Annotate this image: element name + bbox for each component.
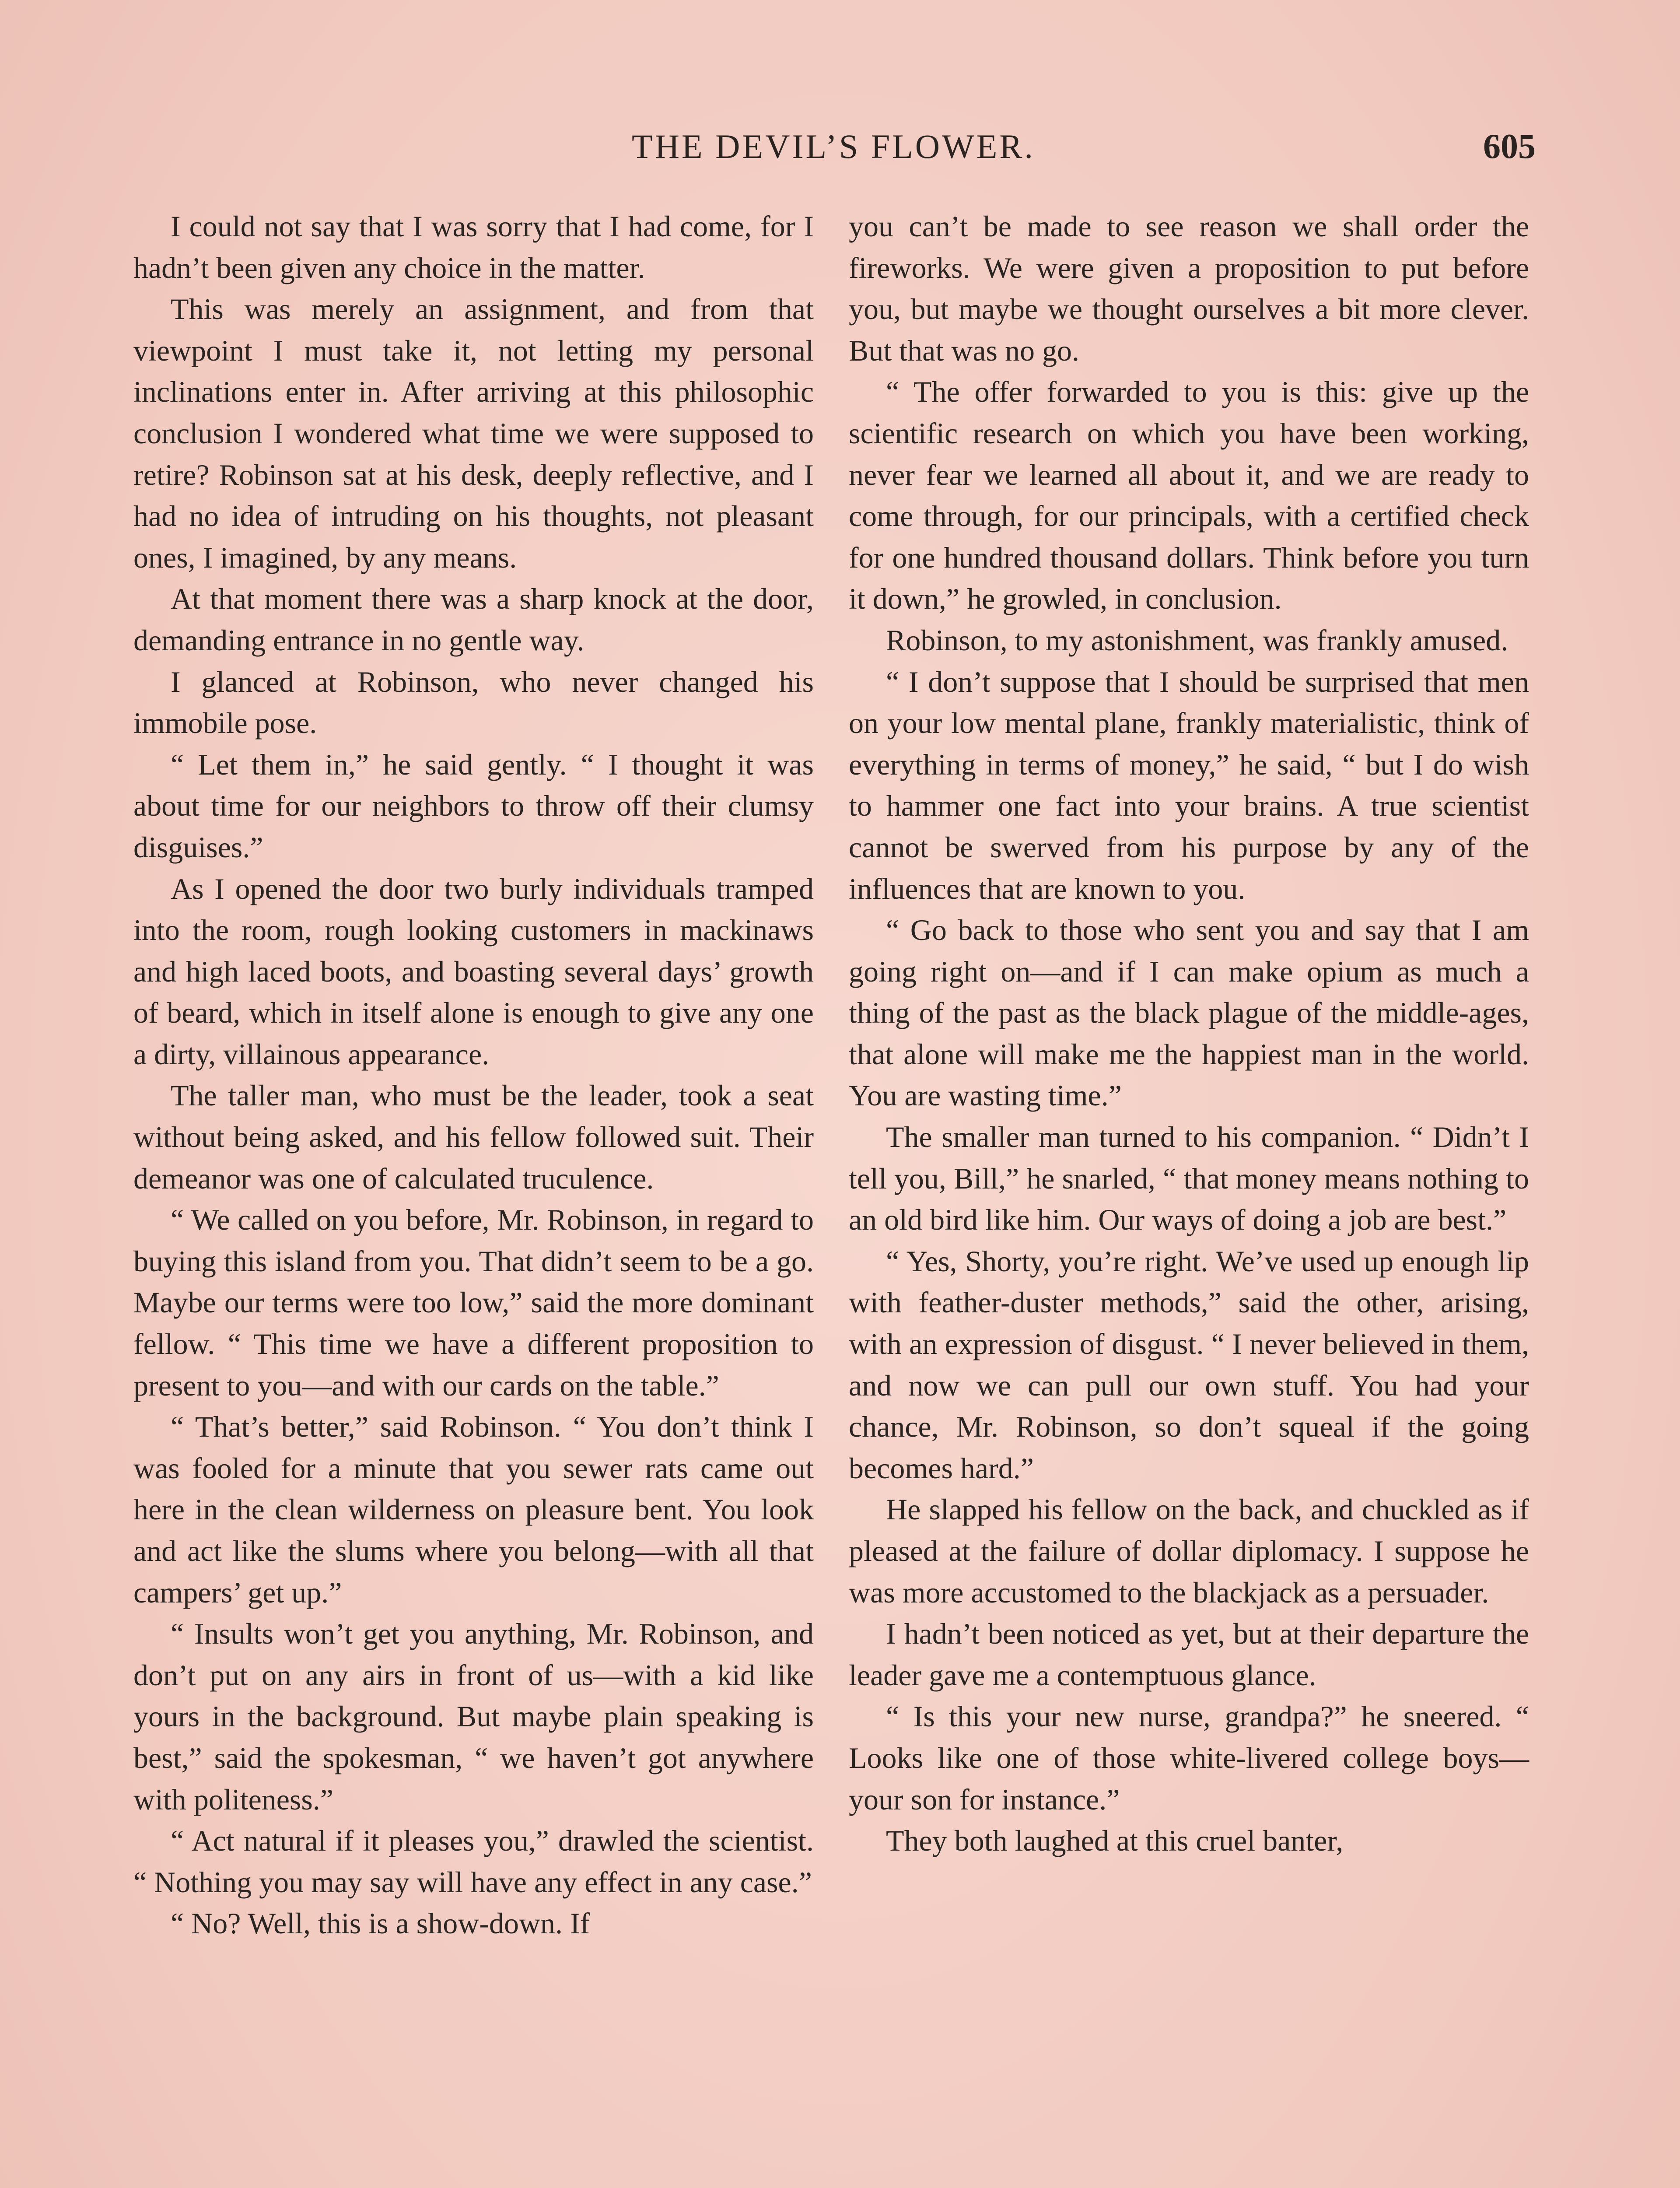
paragraph: Robinson, to my astonishment, was frankly amused. bbox=[886, 623, 1508, 657]
page-number: 605 bbox=[1483, 127, 1536, 166]
paragraph: “ We called on you before, Mr. Robinson, in regard to buying this island from you. That didn’t seem to be a go. Maybe our terms were too low,” said the more dominant fellow. “ This time we have a different proposition to present to you—and with our cards on the table.” bbox=[133, 1203, 814, 1402]
paragraph: As I opened the door two burly individuals tramped into the room, rough looking customers in mackinaws and high laced boots, and boasting several days’ growth of beard, which in itself alone is enough to give any one a dirty, villainous appearance. bbox=[133, 872, 814, 1071]
paragraph: “ Let them in,” he said gently. “ I thought it was about time for our neighbors to throw off their clumsy disguises.” bbox=[133, 747, 814, 864]
running-title: THE DEVIL’S FLOWER. bbox=[632, 127, 1035, 165]
paragraph: “ Act natural if it pleases you,” drawled the scientist. “ Nothing you may say will have any effect in any case.” bbox=[133, 1824, 814, 1899]
paragraph: I glanced at Robinson, who never changed his immobile pose. bbox=[133, 665, 814, 740]
paragraph: The smaller man turned to his companion. “ Didn’t I tell you, Bill,” he snarled, “ that money means nothing to an old bird like him. Our ways of doing a job are best.” bbox=[849, 1120, 1529, 1237]
paragraph: “ Yes, Shorty, you’re right. We’ve used up enough lip with feather-duster methods,” said the other, arising, with an expression of disgust. “ I never believed in them, and now we can pull our own stuff. You had your chance, Mr. Robinson, so don’t squeal if the going becomes hard.” bbox=[849, 1244, 1529, 1485]
paragraph: They both laughed at this cruel banter, bbox=[886, 1824, 1344, 1858]
paragraph: The taller man, who must be the leader, took a seat without being asked, and his fellow followed suit. Their demeanor was one of calculated truculence. bbox=[133, 1079, 814, 1195]
paragraph: “ I don’t suppose that I should be surprised that men on your low mental plane, frankly materialistic, think of everything in terms of money,” he said, “ but I do wish to hammer one fact into your brains. A true scientist cannot be swerved from his purpose by any of the influences that are known to you. bbox=[849, 665, 1529, 905]
paragraph: At that moment there was a sharp knock at the door, demanding entrance in no gentle way. bbox=[133, 582, 814, 657]
paragraph: “ No? Well, this is a show-down. If bbox=[171, 1907, 590, 1940]
paragraph: I hadn’t been noticed as yet, but at their departure the leader gave me a contemptuous glance. bbox=[849, 1617, 1529, 1692]
paragraph: He slapped his fellow on the back, and chuckled as if pleased at the failure of dollar diplomacy. I suppose he was more accustomed to the blackjack as a persuader. bbox=[849, 1493, 1529, 1609]
paragraph: “ Insults won’t get you anything, Mr. Robinson, and don’t put on any airs in front of us—with a kid like yours in the background. But maybe plain speaking is best,” said the spokesman, “ we haven’t got anywhere with politeness.” bbox=[133, 1617, 814, 1816]
text-column-left bbox=[133, 206, 814, 1944]
page-header bbox=[131, 127, 1536, 179]
paragraph: you can’t be made to see reason we shall order the fireworks. We were given a proposition to put before you, but maybe we thought ourselves a bit more clever. But that was no go. bbox=[849, 210, 1529, 367]
text-column-right bbox=[849, 206, 1529, 1862]
paragraph: “ Is this your new nurse, grandpa?” he sneered. “ Looks like one of those white-livered college boys—your son for instance.” bbox=[849, 1700, 1529, 1816]
paragraph: “ That’s better,” said Robinson. “ You don’t think I was fooled for a minute that you sewer rats came out here in the clean wilderness on pleasure bent. You look and act like the slums where you belong—with all that campers’ get up.” bbox=[133, 1410, 814, 1609]
paragraph: “ Go back to those who sent you and say that I am going right on—and if I can make opium as much a thing of the past as the black plague of the middle-ages, that alone will make me the happiest man in the world. You are wasting time.” bbox=[849, 913, 1529, 1112]
paragraph: This was merely an assignment, and from that viewpoint I must take it, not letting my personal inclinations enter in. After arriving at this philosophic conclusion I wondered what time we were supposed to retire? Robinson sat at his desk, deeply reflective, and I had no idea of intruding on his thoughts, not pleasant ones, I imagined, by any means. bbox=[133, 292, 814, 574]
paragraph: I could not say that I was sorry that I had come, for I hadn’t been given any choice in the matter. bbox=[133, 210, 814, 284]
paragraph: “ The offer forwarded to you is this: give up the scientific research on which you have been working, never fear we learned all about it, and we are ready to come through, for our principals, with a certified check for one hundred thousand dollars. Think before you turn it down,” he growled, in conclusion. bbox=[849, 375, 1529, 616]
